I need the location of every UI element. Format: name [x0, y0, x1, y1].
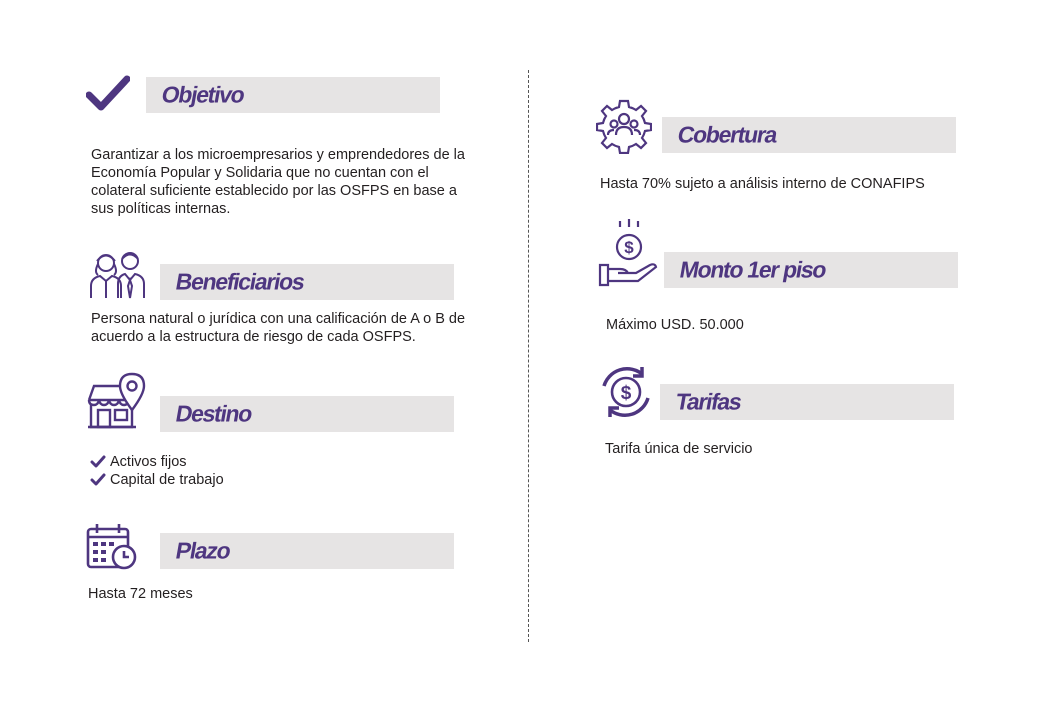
- destino-header: [160, 396, 454, 432]
- destino-item-label: Activos fijos: [110, 454, 187, 470]
- plazo-header: [160, 533, 454, 569]
- hand-coin-icon: [598, 219, 660, 287]
- cobertura-title: Cobertura: [675, 121, 779, 148]
- svg-text:$: $: [620, 383, 632, 404]
- monto-text: Máximo USD. 50.000: [606, 317, 744, 333]
- destino-title: Destino: [173, 400, 254, 427]
- cobertura-header: [662, 117, 956, 153]
- store-location-icon: [86, 372, 148, 430]
- tarifas-title: Tarifas: [673, 388, 744, 415]
- tarifas-header: [660, 384, 954, 420]
- objetivo-header: [146, 77, 440, 113]
- list-item: [90, 471, 390, 489]
- checkmark-icon: [90, 455, 106, 469]
- gear-people-icon: [596, 98, 652, 154]
- people-icon: [88, 248, 148, 300]
- plazo-text: Hasta 72 meses: [88, 586, 193, 602]
- monto-title: Monto 1er piso: [677, 256, 828, 283]
- list-item: [90, 453, 390, 471]
- destino-list: [90, 453, 390, 489]
- cobertura-text: Hasta 70% sujeto a análisis interno de CONAFIPS: [600, 176, 925, 192]
- svg-text:$: $: [624, 238, 634, 257]
- calendar-clock-icon: [86, 522, 138, 572]
- beneficiarios-header: [160, 264, 454, 300]
- destino-item-label: Capital de trabajo: [110, 472, 224, 488]
- beneficiarios-title: Beneficiarios: [173, 268, 306, 295]
- tarifas-text: Tarifa única de servicio: [605, 441, 753, 457]
- checkmark-icon: [90, 473, 106, 487]
- beneficiarios-text: Persona natural o jurídica con una calificación de A o B de acuerdo a la estructura de riesgo de cada OSFPS.: [91, 311, 466, 345]
- plazo-title: Plazo: [173, 537, 232, 564]
- checkmark-icon: [86, 74, 130, 114]
- objetivo-title: Objetivo: [159, 81, 247, 108]
- dollar-cycle-icon: [598, 364, 654, 420]
- monto-header: [664, 252, 958, 288]
- objetivo-text: Garantizar a los microempresarios y emprendedores de la Economía Popular y Solidaria que no cuentan con el colateral suficiente establecido por las OSFPS en base a sus políticas internas.: [91, 147, 465, 217]
- column-divider: [528, 70, 529, 642]
